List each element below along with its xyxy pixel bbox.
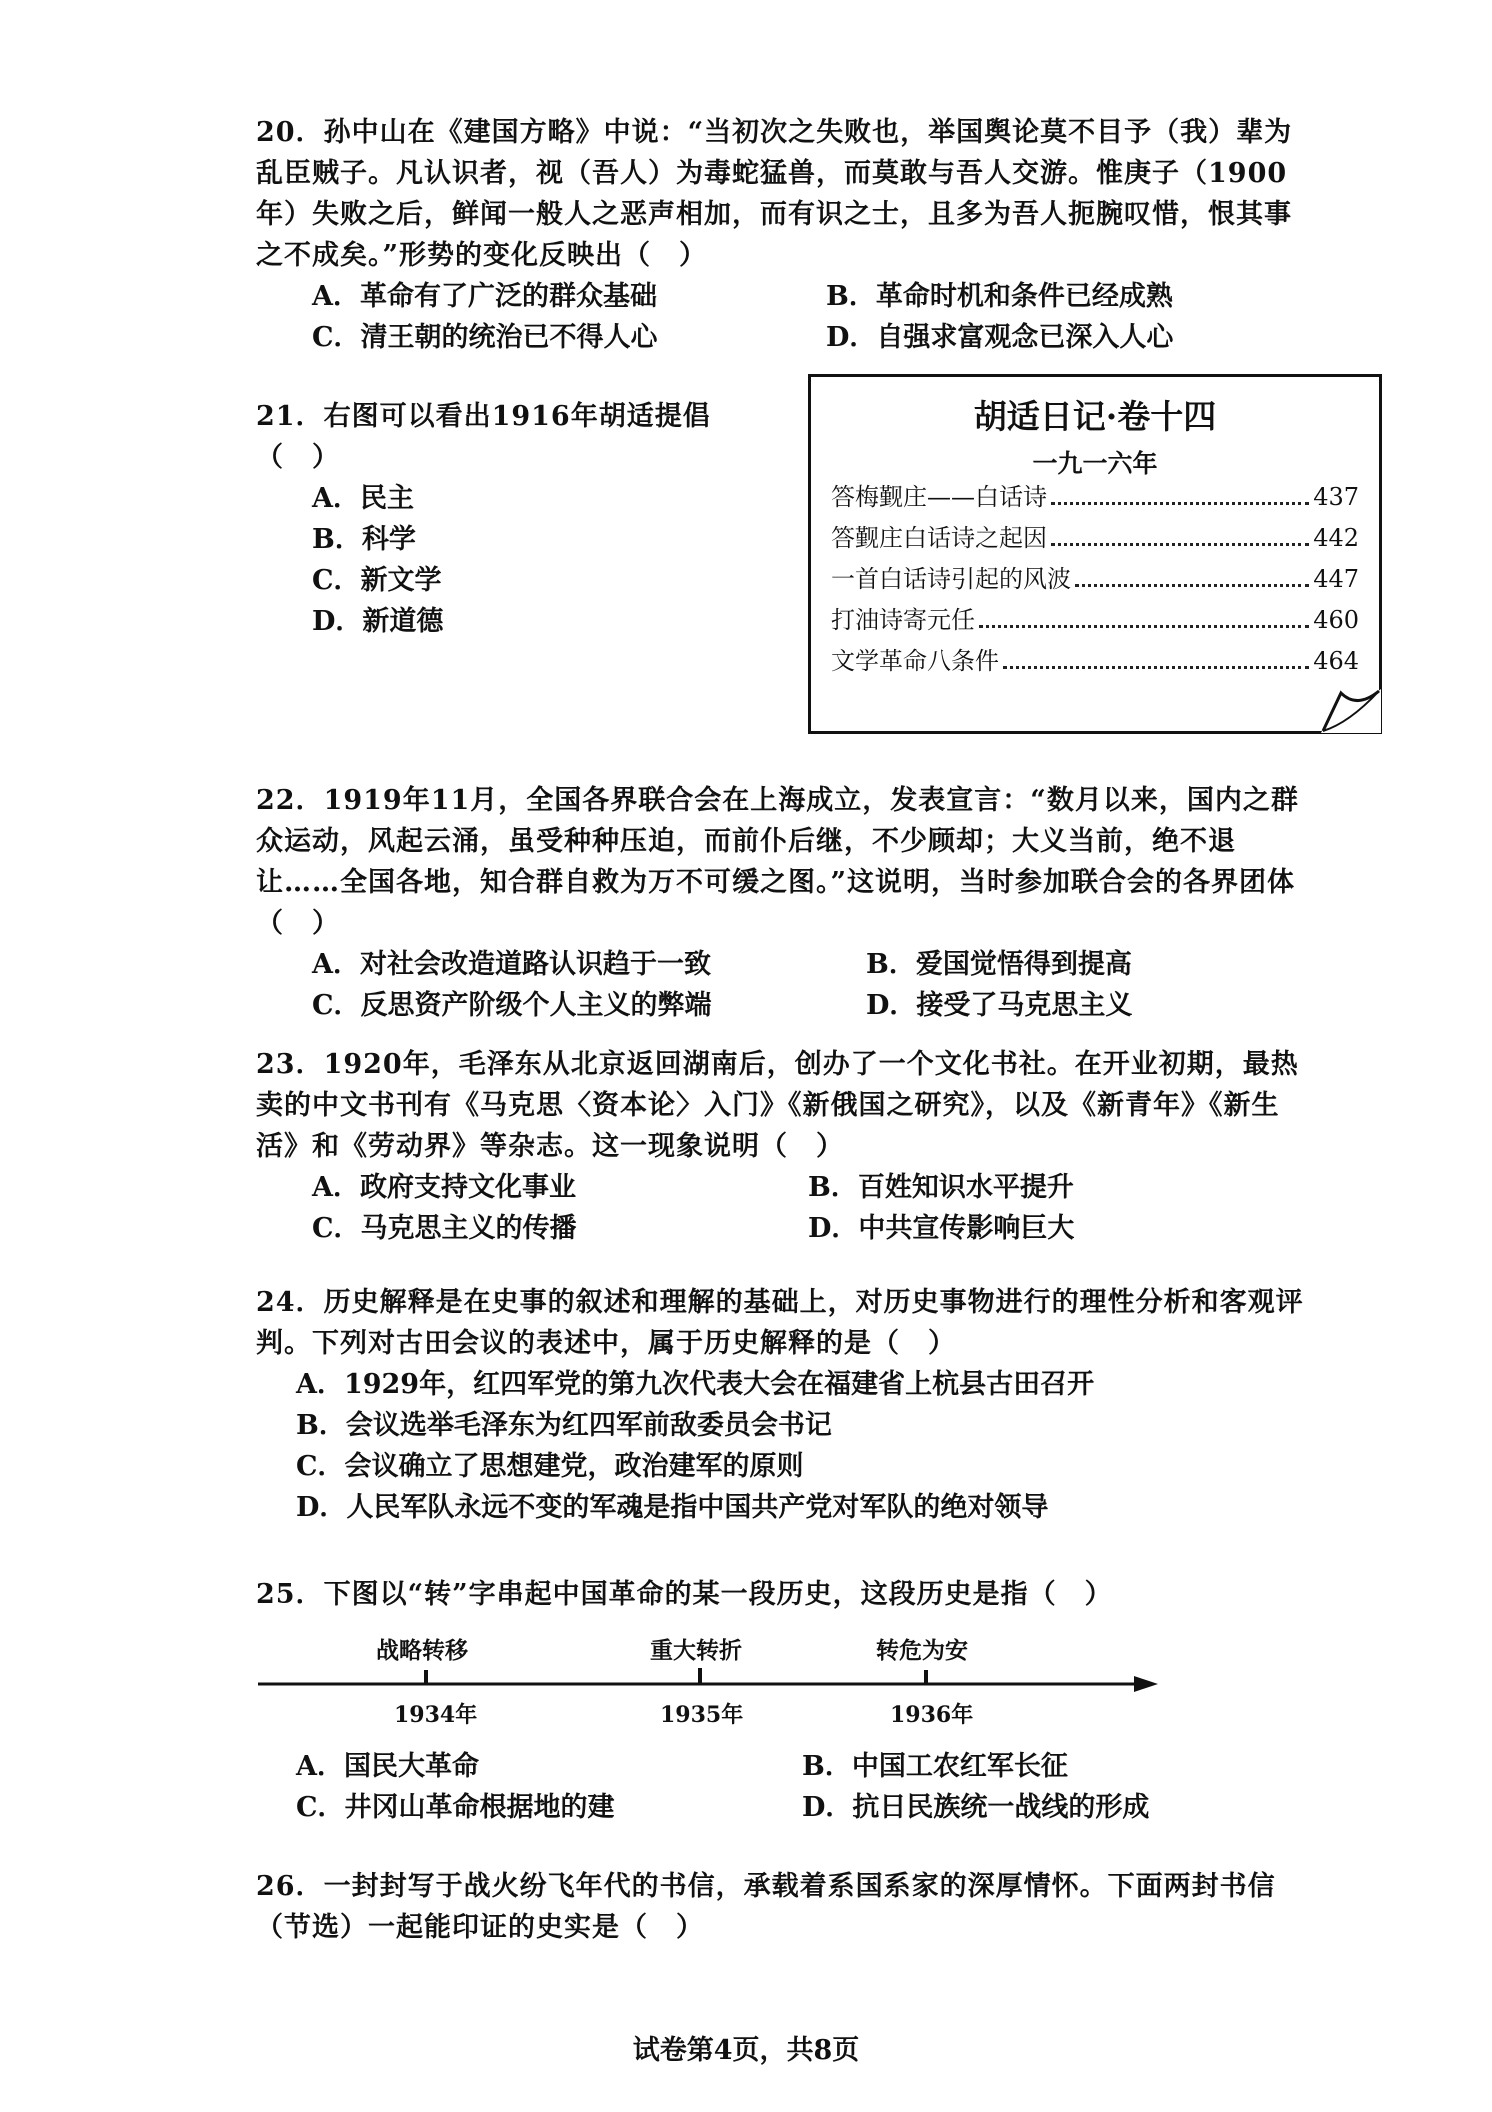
leader-dots [979, 625, 1309, 628]
question-26 [256, 1866, 1316, 1948]
question-22-option-d: D．接受了马克思主义 [866, 990, 1133, 1021]
question-21-option-c: C．新文学 [312, 565, 442, 596]
question-24-option-a: A．1929年，红四军党的第九次代表大会在福建省上杭县古田召开 [296, 1369, 1095, 1400]
diary-contents [831, 477, 1359, 682]
question-22 [256, 780, 1316, 1026]
question-26-stem: 26．一封封写于战火纷飞年代的书信，承载着系国系家的深厚情怀。下面两封书信（节选）一起能印证的史实是（ ） [256, 1871, 1276, 1943]
page-curl-icon [1319, 685, 1383, 735]
question-20-option-d: D．自强求富观念已深入人心 [826, 322, 1174, 353]
diary-entry-title: 一首白话诗引起的风波 [831, 565, 1071, 593]
timeline-year: 1934年 [394, 1702, 478, 1728]
diary-entry-page: 464 [1313, 647, 1359, 675]
leader-dots [1003, 666, 1309, 669]
question-24-option-c: C．会议确立了思想建党，政治建军的原则 [296, 1451, 804, 1482]
question-25-option-b: B．中国工农红军长征 [802, 1751, 1068, 1782]
timeline-event-label: 战略转移 [376, 1637, 468, 1664]
diary-title: 胡适日记·卷十四 [973, 397, 1217, 436]
question-21-option-b: B．科学 [312, 524, 416, 555]
diary-entry-page: 437 [1313, 483, 1359, 511]
diary-entry [831, 641, 1359, 682]
question-25-option-d: D．抗日民族统一战线的形成 [802, 1792, 1150, 1823]
diary-entry-title: 打油诗寄元任 [831, 606, 975, 634]
question-23-option-b: B．百姓知识水平提升 [808, 1172, 1074, 1203]
question-21 [256, 396, 776, 642]
question-21-option-a: A．民主 [312, 483, 414, 514]
arrow-right-icon [1134, 1676, 1158, 1692]
question-20-stem: 20．孙中山在《建国方略》中说：“当初次之失败也，举国舆论莫不目予（我）辈为乱臣贼子。凡认识者，视（吾人）为毒蛇猛兽，而莫敢与吾人交游。惟庚子（1900年）失败之后，鲜闻一般人之恶声相加，而有识之士，且多为吾人扼腕叹惜，恨其事之不成矣。”形势的变化反映出（ ） [256, 117, 1293, 271]
leader-dots [1051, 502, 1309, 505]
question-24-stem: 24．历史解释是在史事的叙述和理解的基础上，对历史事物进行的理性分析和客观评判。下列对古田会议的表述中，属于历史解释的是（ ） [256, 1287, 1304, 1359]
diary-entry-title: 答梅觐庄——白话诗 [831, 483, 1047, 511]
question-22-option-a: A．对社会改造道路认识趋于一致 [312, 949, 711, 980]
question-25-options [256, 1746, 1316, 1828]
leader-dots [1075, 584, 1309, 587]
question-22-option-b: B．爱国觉悟得到提高 [866, 949, 1132, 980]
hu-shi-diary-figure [808, 374, 1382, 734]
timeline-year: 1936年 [890, 1702, 974, 1728]
question-22-option-c: C．反思资产阶级个人主义的弊端 [312, 990, 712, 1021]
question-25-option-a: A．国民大革命 [296, 1751, 479, 1782]
question-20-option-b: B．革命时机和条件已经成熟 [826, 281, 1173, 312]
diary-entry-page: 442 [1313, 524, 1359, 552]
timeline-axis [254, 1662, 1164, 1702]
diary-entry-page: 447 [1313, 565, 1359, 593]
diary-entry [831, 477, 1359, 518]
question-24-option-b: B．会议选举毛泽东为红四军前敌委员会书记 [296, 1410, 832, 1441]
question-20 [256, 112, 1316, 358]
diary-entry [831, 559, 1359, 600]
question-24 [256, 1282, 1316, 1528]
question-23-option-d: D．中共宣传影响巨大 [808, 1213, 1075, 1244]
timeline-event-label: 重大转折 [650, 1637, 742, 1664]
question-25-stem: 25．下图以“转”字串起中国革命的某一段历史，这段历史是指（ ） [256, 1579, 1113, 1610]
question-25 [256, 1574, 1316, 1615]
question-23-stem: 23．1920年，毛泽东从北京返回湖南后，创办了一个文化书社。在开业初期，最热卖的中文书刊有《马克思〈资本论〉入门》《新俄国之研究》，以及《新青年》《新生活》和《劳动界》等杂志。这一现象说明（ ） [256, 1049, 1299, 1162]
question-20-option-c: C．清王朝的统治已不得人心 [312, 322, 658, 353]
diary-entry-title: 文学革命八条件 [831, 647, 999, 675]
question-21-option-d: D．新道德 [312, 606, 444, 637]
diary-entry [831, 600, 1359, 641]
question-20-option-a: A．革命有了广泛的群众基础 [312, 281, 657, 312]
question-22-stem: 22．1919年11月，全国各界联合会在上海成立，发表宣言：“数月以来，国内之群众运动，风起云涌，虽受种种压迫，而前仆后继，不少顾却；大义当前，绝不退让……全国各地，知合群自救为万不可缓之图。”这说明，当时参加联合会的各界团体（ ） [256, 785, 1299, 939]
question-23-option-a: A．政府支持文化事业 [312, 1172, 576, 1203]
question-23-option-c: C．马克思主义的传播 [312, 1213, 577, 1244]
diary-subtitle: 一九一六年 [1032, 449, 1158, 478]
long-march-timeline [254, 1632, 1164, 1742]
question-25-option-c: C．井冈山革命根据地的建 [296, 1792, 615, 1823]
diary-entry [831, 518, 1359, 559]
page-footer: 试卷第4页，共8页 [632, 2035, 860, 2066]
question-24-option-d: D．人民军队永远不变的军魂是指中国共产党对军队的绝对领导 [296, 1492, 1049, 1523]
question-23 [256, 1044, 1316, 1249]
leader-dots [1051, 543, 1309, 546]
timeline-year: 1935年 [660, 1702, 744, 1728]
diary-entry-title: 答觐庄白话诗之起因 [831, 524, 1047, 552]
question-21-stem: 21．右图可以看出1916年胡适提倡（ ） [256, 401, 711, 473]
timeline-event-label: 转危为安 [876, 1637, 968, 1664]
diary-entry-page: 460 [1313, 606, 1359, 634]
